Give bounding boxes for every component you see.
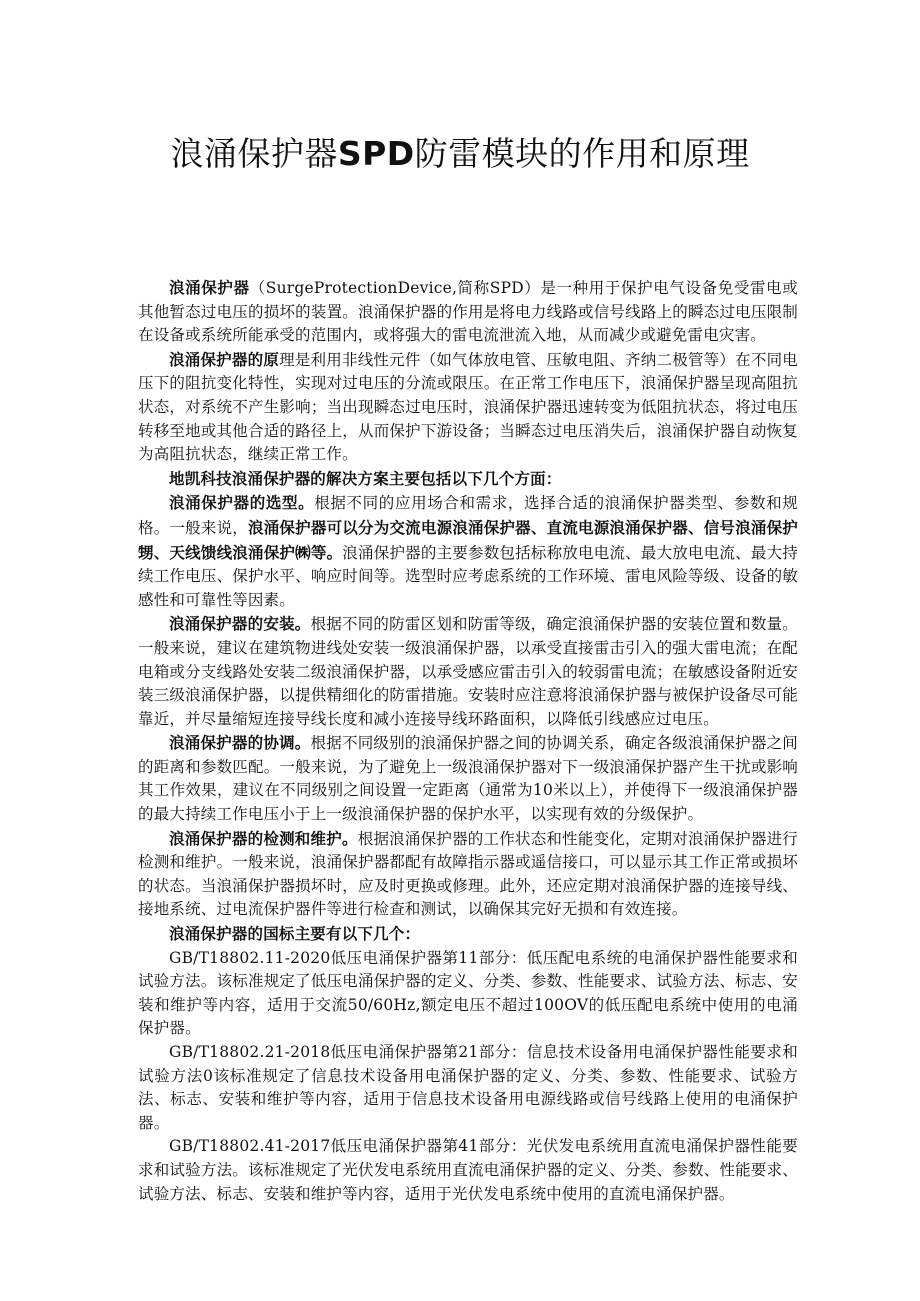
standard-item: GB/T18802.41-2017低压电涌保护器第41部分：光伏发电系统用直流电涌保护器性能要求和试验方法。该标准规定了光伏发电系统用直流电涌保护器的定义、分类、参数、性能要求、试验方法、标志、安装和维护等内容，适用于光伏发电系统中使用的直流电涌保护器。: [138, 1137, 798, 1203]
paragraph-principle: [138, 348, 798, 467]
paragraph-lead: 浪涌保护器的协调。: [169, 733, 311, 753]
paragraph-lead: 地凯科技浪涌保护器的解决方案主要包括以下几个方面：: [169, 468, 562, 488]
paragraph-maintenance: [138, 827, 798, 922]
paragraph-lead: 浪涌保护器的国标主要有以下几个：: [169, 924, 421, 944]
paragraph-bold-text: 浪涌保护器可以分为交流电源浪涌保护器、直流电源浪涌保护器、信号浪涌保护甥、天线馈线浪涌保护㈱等。: [138, 517, 798, 562]
paragraph-text: 理是利用非线性元件（如气体放电管、压敏电阻、齐纳二极管等）在不同电压下的阻抗变化特性，实现对过电压的分流或限压。在正常工作电压下，浪涌保护器呈现高阻抗状态，对系统不产生影响；当出现瞬态过电压时，浪涌保护器迅速转变为低阻抗状态，将过电压转移至地或其他合适的路径上，从而保护下游设备；当瞬态过电压消失后，浪涌保护器自动恢复为高阻抗状态，继续正常工作。: [138, 350, 798, 464]
paragraph-text: 根据不同的应用场合和需求，选择合适的浪涌保护器类型、参数和规格。一般来说，: [138, 494, 798, 537]
paragraph-solution-heading: [138, 467, 798, 492]
paragraph-standards-heading: [138, 922, 798, 947]
title-latin: SPD: [337, 134, 415, 173]
paragraph-lead: 浪涌保护器的选型。: [169, 493, 315, 513]
paragraph-selection: [138, 491, 798, 612]
paragraph-text: 根据不同级别的浪涌保护器之间的协调关系，确定各级浪涌保护器之间的距离和参数匹配。一般来说，为了避免上一级浪涌保护器对下一级浪涌保护器产生干扰或影响其工作效果，建议在不同级别之间设置一定距离（通常为10米以上），并使得下一级浪涌保护器的最大持续工作电压小于上一级浪涌保护器的保护水平，以实现有效的分级保护。: [138, 734, 798, 824]
paragraph-text: （SurgeProtectionDevice,简称SPD）是一种用于保护电气设备免受雷电或其他暂态过电压的损坏的装置。浪涌保护器的作用是将电力线路或信号线路上的瞬态过电压限制在设备或系统所能承受的范围内，或将强大的雷电流泄流入地，从而减少或避免雷电灾害。: [138, 279, 798, 345]
title-part2: 防雷模块的作用和原理: [414, 134, 750, 173]
paragraph-lead: 浪涌保护器的原: [169, 349, 280, 369]
paragraph-lead: 浪涌保护器的检测和维护。: [169, 828, 358, 848]
paragraph-lead: 浪涌保护器: [169, 278, 250, 297]
paragraph-installation: [138, 612, 798, 731]
paragraph-lead: 浪涌保护器的安装。: [169, 614, 311, 634]
paragraph-text: 根据不同的防雷区划和防雷等级，确定浪涌保护器的安装位置和数量。一般来说，建议在建筑物进线处安装一级浪涌保护器，以承受直接雷击引入的强大雷电流；在配电箱或分支线路处安装二级浪涌保护器，以承受感应雷击引入的较弱雷电流；在敏感设备附近安装三级浪涌保护器，以提供精细化的防雷措施。安装时应注意将浪涌保护器与被保护设备尽可能靠近，并尽量缩短连接导线长度和减小连接导线环路面积，以降低引线感应过电压。: [138, 615, 798, 728]
standard-item: GB/T18802.11-2020低压电涌保护器第11部分：低压配电系统的电涌保护器性能要求和试验方法。该标准规定了低压电涌保护器的定义、分类、参数、性能要求、试验方法、标志、安装和维护等内容，适用于交流50/60Hz,额定电压不超过100OV的低压配电系统中使用的电涌保护器。: [138, 948, 798, 1038]
paragraph-definition: [138, 276, 798, 348]
title-part1: 浪涌保护器: [170, 134, 338, 173]
paragraph-text: 浪涌保护器的主要参数包括标称放电电流、最大放电电流、最大持续工作电压、保护水平、响应时间等。选型时应考虑系统的工作环境、雷电风险等级、设备的敏感性和可靠性等因素。: [138, 543, 798, 609]
page-title: [0, 128, 920, 175]
paragraph-coordination: [138, 731, 798, 826]
standard-item: GB/T18802.21-2018低压电涌保护器第21部分：信息技术设备用电涌保护器性能要求和试验方法0该标准规定了信息技术设备用电涌保护器的定义、分类、参数、性能要求、试验方法、标志、安装和维护等内容，适用于信息技术设备用电源线路或信号线路上使用的电涌保护器。: [138, 1043, 798, 1132]
paragraph-text: 根据浪涌保护器的工作状态和性能变化，定期对浪涌保护器进行检测和维护。一般来说，浪涌保护器都配有故障指示器或遥信接口，可以显示其工作正常或损坏的状态。当浪涌保护器损坏时，应及时更换或修理。此外，还应定期对浪涌保护器的连接导线、接地系统、过电流保护器件等进行检查和测试，以确保其完好无损和有效连接。: [138, 829, 799, 919]
document-body: [138, 276, 798, 1206]
